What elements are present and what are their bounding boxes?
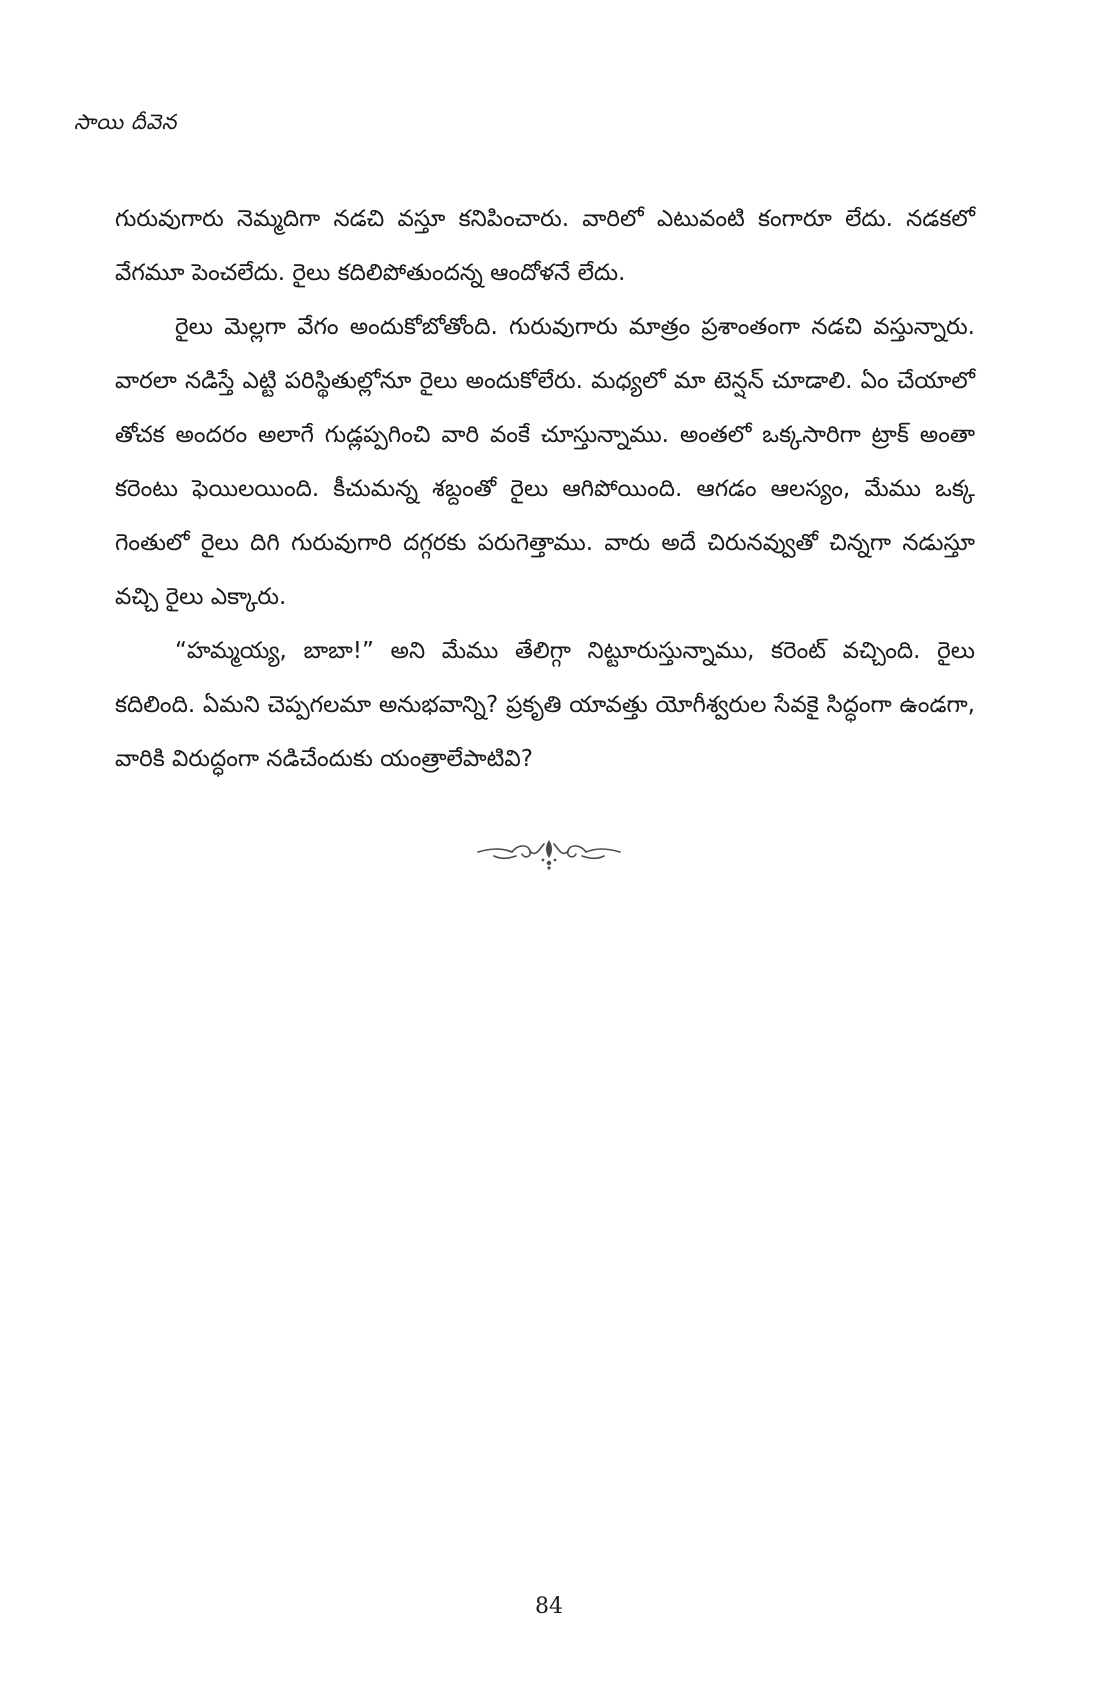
page-number: 84: [535, 1594, 563, 1619]
paragraph-3: “హమ్మయ్య, బాబా!” అని మేము తేలిగ్గా నిట్టూరుస్తున్నాము, కరెంట్ వచ్చింది. రైలు కదిలింది. ఏమని చెప్పగలమా అనుభవాన్ని? ప్రకృతి యావత్తు యోగీశ్వరుల సేవకై సిద్ధంగా ఉండగా, వారికి విరుద్ధంగా నడిచేందుకు యంత్రాలేపాటివి?: [115, 638, 975, 772]
paragraph-1: గురువుగారు నెమ్మదిగా నడచి వస్తూ కనిపించారు. వారిలో ఎటువంటి కంగారూ లేదు. నడకలో వేగమూ పెంచలేదు. రైలు కదిలిపోతుందన్న ఆందోళనే లేదు.: [115, 206, 975, 286]
paragraph-2: రైలు మెల్లగా వేగం అందుకోబోతోంది. గురువుగారు మాత్రం ప్రశాంతంగా నడచి వస్తున్నారు. వారలా నడిస్తే ఎట్టి పరిస్థితుల్లోనూ రైలు అందుకోలేరు. మధ్యలో మా టెన్షన్ చూడాలి. ఏం చేయాలో తోచక అందరం అలాగే గుడ్లప్పగించి వారి వంకే చూస్తున్నాము. అంతలో ఒక్కసారిగా ట్రాక్ అంతా కరెంటు ఫెయిలయింది. కీచుమన్న శబ్దంతో రైలు ఆగిపోయింది. ఆగడం ఆలస్యం, మేము ఒక్క గెంతులో రైలు దిగి గురువుగారి దగ్గరకు పరుగెత్తాము. వారు అదే చిరునవ్వుతో చిన్నగా నడుస్తూ వచ్చి రైలు ఎక్కారు.: [115, 314, 975, 610]
running-header: సాయి దీవెన: [74, 110, 177, 134]
body-text: [115, 192, 975, 786]
ornament-divider-icon: [474, 836, 624, 872]
